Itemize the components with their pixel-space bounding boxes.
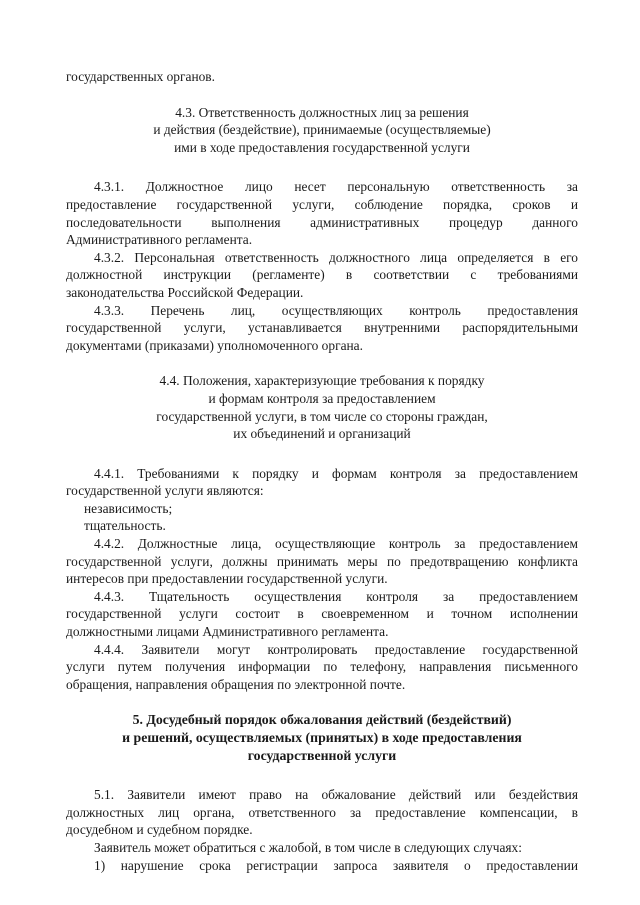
document-body [66, 68, 578, 874]
section-4-4-heading: 4.4. Положения, характеризующие требования к порядку и формам контроля за предоставлением государственной услуги, в том числе со стороны граждан, их объединений и организаций [156, 373, 488, 442]
paragraph-4-4-3: 4.4.3. Тщательность осуществления контроля за предоставлением государственной услуги состоит в своевременном и точном исполнении должностными лицами Административного регламента. [66, 588, 578, 640]
paragraph-5-1: 5.1. Заявители имеют право на обжалование действий или бездействия должностных лиц органа, ответственного за предоставление компенсации, в досудебном и судебном порядке. [66, 787, 578, 838]
paragraph-4-3-2: 4.3.2. Персональная ответственность должностного лица определяется в его должностной инструкции (регламенте) в соответствии с требованиями законодательства Российской Федерации. [66, 249, 578, 300]
list-item: независимость; [84, 500, 173, 516]
list-item: тщательность. [84, 518, 166, 534]
top-line: государственных органов. [66, 69, 215, 84]
paragraph-4-4-4: 4.4.4. Заявители могут контролировать предоставление государственной услуги путем получения информации по телефону, направления письменного обращения, направления обращения по электронной почте. [66, 641, 578, 692]
paragraph-4-3-1: 4.3.1. Должностное лицо несет персональную ответственность за предоставление государственной услуги, соблюдение порядка, сроков и последовательности выполнения административных процедур данного Административного регламента. [66, 179, 578, 248]
paragraph-4-4-1: 4.4.1. Требованиями к порядку и формам контроля за предоставлением государственной услуги являются: независимость; тщательность. [66, 465, 578, 534]
paragraph-5-1-cases: Заявитель может обратиться с жалобой, в том числе в следующих случаях: [94, 839, 522, 855]
paragraph-4-4-2: 4.4.2. Должностные лица, осуществляющие контроль за предоставлением государственной услуги, должны принимать меры по предотвращению конфликта интересов при предоставлении государственной услуги. [66, 536, 578, 587]
paragraph-4-3-3: 4.3.3. Перечень лиц, осуществляющих контроль предоставления государственной услуги, устанавливается внутренними распорядительными документами (приказами) уполномоченного органа. [66, 302, 578, 353]
section-5-heading: 5. Досудебный порядок обжалования действий (бездействий) и решений, осуществляемых (принятых) в ходе предоставления государственной услуги [122, 712, 522, 763]
paragraph-5-1-item-1: 1) нарушение срока регистрации запроса заявителя о предоставлении [94, 857, 578, 873]
section-4-3-heading: 4.3. Ответственность должностных лиц за решения и действия (бездействие), принимаемые (осуществляемые) ими в ходе предоставления государственной услуги [153, 104, 491, 155]
